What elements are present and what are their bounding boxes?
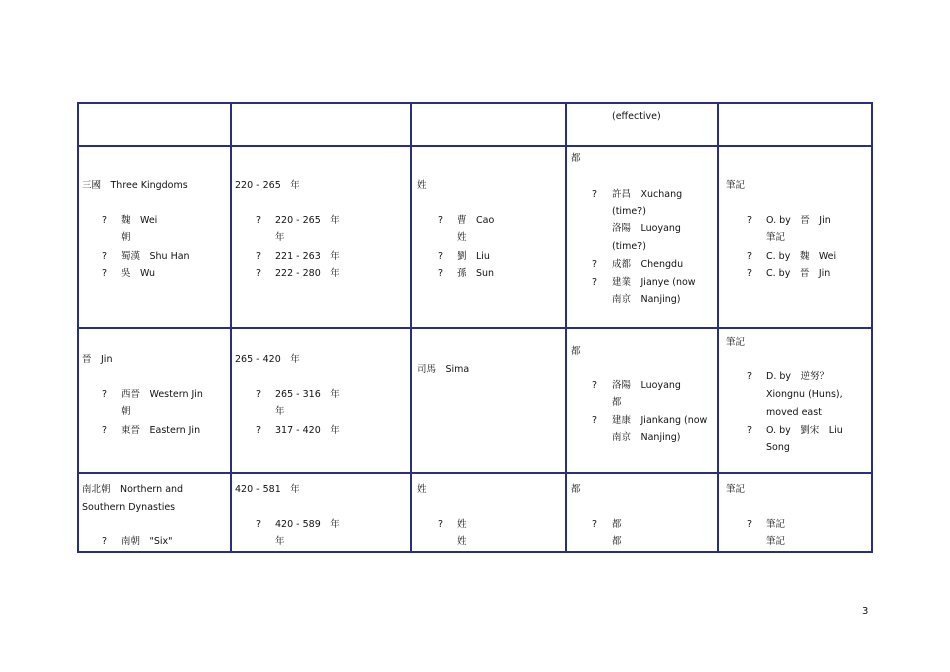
list-item: 西晉 Western Jin: [121, 389, 203, 400]
list-item: 曹 Cao: [457, 215, 495, 226]
column-divider: [230, 102, 232, 553]
list-item: 朝: [121, 232, 131, 243]
list-item: C. by 晉 Jin: [766, 268, 831, 279]
table-border-bottom: [77, 551, 873, 553]
bullet-icon: ?: [102, 389, 108, 400]
list-item: (time?): [612, 241, 646, 252]
list-item: 成都 Chengdu: [612, 259, 684, 270]
list-item: 南京 Nanjing): [612, 432, 681, 443]
bullet-icon: ?: [747, 215, 753, 226]
notes-label: 筆記: [726, 484, 746, 495]
list-item: 都: [612, 519, 622, 530]
row-divider: [77, 327, 873, 329]
list-item: 都: [612, 536, 622, 547]
list-item: 420 - 589 年: [275, 519, 340, 530]
list-item: 吳 Wu: [121, 268, 156, 279]
bullet-icon: ?: [592, 189, 598, 200]
bullet-icon: ?: [102, 425, 108, 436]
list-item: 蜀漢 Shu Han: [121, 251, 190, 262]
list-item: 姓: [457, 232, 467, 243]
bullet-icon: ?: [438, 519, 444, 530]
date-range: 265 - 420 年: [235, 354, 300, 365]
bullet-icon: ?: [747, 251, 753, 262]
bullet-icon: ?: [438, 215, 444, 226]
list-item: 220 - 265 年: [275, 215, 340, 226]
surname-label: 姓: [417, 484, 427, 495]
list-item: 建康 Jiankang (now: [612, 415, 708, 426]
notes-label: 筆記: [726, 337, 746, 348]
dynasty-name: 晉 Jin: [82, 354, 113, 365]
column-divider: [410, 102, 412, 553]
date-range: 420 - 581 年: [235, 484, 300, 495]
list-item: Xiongnu (Huns),: [766, 389, 843, 400]
list-item: 筆記: [766, 536, 786, 547]
bullet-icon: ?: [747, 425, 753, 436]
list-item: 年: [275, 406, 285, 417]
list-item: 年: [275, 232, 285, 243]
dynasty-name: 南北朝 Northern and: [82, 484, 184, 495]
bullet-icon: ?: [256, 519, 262, 530]
dynasty-name: 三國 Three Kingdoms: [82, 180, 188, 191]
list-item: 洛陽 Luoyang: [612, 223, 681, 234]
bullet-icon: ?: [592, 380, 598, 391]
bullet-icon: ?: [438, 251, 444, 262]
bullet-icon: ?: [102, 536, 108, 547]
bullet-icon: ?: [102, 268, 108, 279]
list-item: O. by 晉 Jin: [766, 215, 831, 226]
date-range: 220 - 265 年: [235, 180, 300, 191]
list-item: 洛陽 Luoyang: [612, 380, 681, 391]
cell-text: (effective): [612, 111, 661, 122]
list-item: 265 - 316 年: [275, 389, 340, 400]
table-border-right: [871, 102, 873, 553]
column-divider: [565, 102, 567, 553]
bullet-icon: ?: [256, 389, 262, 400]
list-item: D. by 逆努？: [766, 371, 830, 382]
capital-label: 都: [571, 346, 581, 357]
list-item: 都: [612, 397, 622, 408]
list-item: O. by 劉宋 Liu: [766, 425, 843, 436]
dynasty-name: Southern Dynasties: [82, 502, 176, 513]
column-divider: [717, 102, 719, 553]
list-item: 筆記: [766, 232, 786, 243]
table-border-top: [77, 102, 873, 104]
page-number: 3: [862, 606, 869, 617]
list-item: 許昌 Xuchang: [612, 189, 683, 200]
bullet-icon: ?: [747, 519, 753, 530]
bullet-icon: ?: [592, 277, 598, 288]
list-item: 南朝 "Six": [121, 536, 173, 547]
list-item: 222 - 280 年: [275, 268, 340, 279]
list-item: Song: [766, 442, 790, 453]
list-item: 孫 Sun: [457, 268, 495, 279]
bullet-icon: ?: [256, 268, 262, 279]
bullet-icon: ?: [256, 425, 262, 436]
table-border-left: [77, 102, 79, 553]
row-divider: [77, 145, 873, 147]
bullet-icon: ?: [438, 268, 444, 279]
bullet-icon: ?: [592, 519, 598, 530]
list-item: moved east: [766, 407, 822, 418]
surname-label: 姓: [417, 180, 427, 191]
list-item: 朝: [121, 406, 131, 417]
notes-label: 筆記: [726, 180, 746, 191]
bullet-icon: ?: [592, 415, 598, 426]
bullet-icon: ?: [102, 215, 108, 226]
capital-label: 都: [571, 153, 581, 164]
row-divider: [77, 472, 873, 474]
bullet-icon: ?: [747, 371, 753, 382]
list-item: C. by 魏 Wei: [766, 251, 837, 262]
surname-label: 司馬 Sima: [417, 364, 470, 375]
list-item: 南京 Nanjing): [612, 294, 681, 305]
list-item: 年: [275, 536, 285, 547]
list-item: 姓: [457, 519, 467, 530]
list-item: 筆記: [766, 519, 786, 530]
list-item: 劉 Liu: [457, 251, 490, 262]
bullet-icon: ?: [256, 251, 262, 262]
bullet-icon: ?: [592, 259, 598, 270]
list-item: 魏 Wei: [121, 215, 158, 226]
list-item: 東晉 Eastern Jin: [121, 425, 201, 436]
capital-label: 都: [571, 484, 581, 495]
bullet-icon: ?: [747, 268, 753, 279]
bullet-icon: ?: [256, 215, 262, 226]
bullet-icon: ?: [102, 251, 108, 262]
list-item: (time?): [612, 206, 646, 217]
list-item: 317 - 420 年: [275, 425, 340, 436]
list-item: 姓: [457, 536, 467, 547]
list-item: 221 - 263 年: [275, 251, 340, 262]
list-item: 建業 Jianye (now: [612, 277, 696, 288]
